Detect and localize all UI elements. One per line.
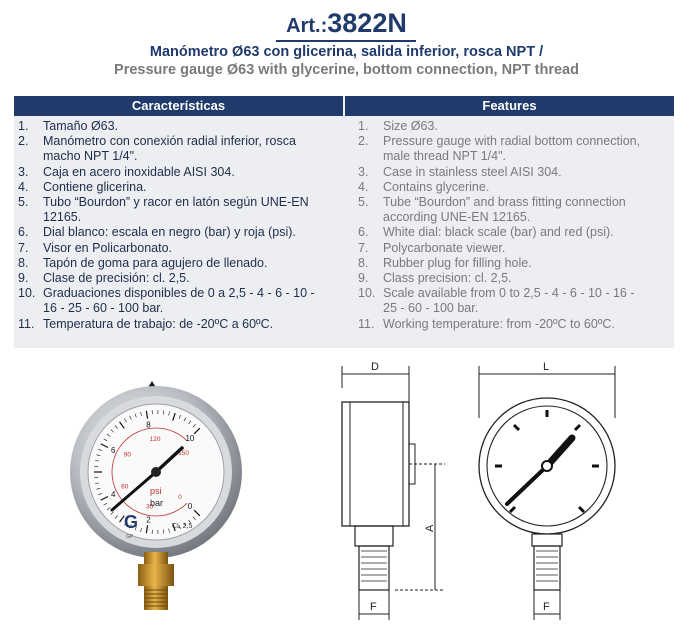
side-thread [359,546,389,590]
item-text-line: 12165. [43,210,82,225]
es-item [18,241,338,256]
item-number: 7. [18,240,29,255]
en-item [358,119,668,134]
item-number: 4. [358,179,369,194]
item-number: 5. [358,195,369,210]
es-item [18,165,338,180]
item-text-line: Case in stainless steel AISI 304. [383,164,562,179]
en-item [358,271,668,286]
item-text-line: Temperatura de trabajo: de -20ºC a 60ºC. [43,316,274,331]
item-text [383,241,668,256]
gauge-product-photo [60,376,250,616]
item-number: 8. [358,255,369,270]
article-code: 3822N [327,8,407,38]
needle-hub [151,467,161,477]
item-text-line: macho NPT 1/4". [43,149,138,164]
item-text-line: Tamaño Ø63. [43,119,119,133]
item-text [383,165,668,180]
side-fitting [355,526,393,546]
item-text-line: Working temperature: from -20ºC to 60ºC. [383,316,615,331]
features-list-english [358,119,668,332]
item-text-line: according UNE-EN 12165. [383,210,531,225]
item-number: 3. [18,164,29,179]
features-table [14,96,674,348]
item-text-line: Tube “Bourdon” and brass fitting connection [383,195,626,210]
en-item [358,134,668,164]
item-number: 1. [358,119,369,133]
item-text-line: Scale available from 0 to 2,5 - 4 - 6 - 10 - 16 - [383,286,635,301]
en-item [358,256,668,271]
item-text-line: Contiene glicerina. [43,179,147,194]
item-text [43,119,338,134]
header-features: Features [345,96,674,116]
label-d: D [371,361,379,373]
item-text [383,134,668,164]
item-number: 8. [18,255,29,270]
header-caracteristicas: Características [14,96,343,116]
item-number: 2. [358,134,369,149]
item-text-line: Manómetro con conexión radial inferior, rosca [43,134,296,149]
item-number: 11. [358,316,375,331]
item-text [43,317,338,332]
en-item [358,195,668,225]
article-title [0,8,693,39]
item-number: 7. [358,240,369,255]
front-view-drawing [462,358,632,628]
item-text-line: male thread NPT 1/4". [383,149,507,164]
item-number: 10. [358,286,376,301]
psi-unit: psi [150,486,162,496]
item-number: 10. [18,286,36,301]
es-item [18,286,338,316]
front-thread [534,546,560,590]
item-number: 9. [18,271,29,286]
item-text [383,180,668,195]
es-item [18,119,338,134]
item-number: 2. [18,134,29,149]
item-text [383,256,668,271]
item-text-line: Tubo “Bourdon” y racor en latón según UNE-EN [43,195,309,210]
item-text [383,119,668,134]
item-text-line: Clase de precisión: cl. 2,5. [43,271,190,286]
bar-scale-label: 6 [111,446,116,456]
es-item [18,317,338,332]
bar-scale-label: 10 [185,434,195,444]
item-text-line: Tapón de goma para agujero de llenado. [43,255,268,270]
item-text-line: Caja en acero inoxidable AISI 304. [43,164,235,179]
bar-scale-label: 8 [146,420,151,430]
en-item [358,225,668,240]
socket [144,552,168,566]
item-number: 11. [18,316,35,331]
item-text [43,195,338,225]
item-text-line: Graduaciones disponibles de 0 a 2,5 - 4 - 6 - 10 - [43,286,315,301]
en-item [358,286,668,316]
bar-scale-label: 4 [111,489,116,499]
bar-scale-label: 0 [187,501,193,511]
item-text [383,225,668,240]
es-item [18,225,338,240]
brass-hex [138,564,174,586]
class-label: CL 2,5 [172,523,193,530]
item-text-line: Pressure gauge with radial bottom connection, [383,134,641,149]
en-item [358,317,668,332]
item-text [43,286,338,316]
item-text [43,180,338,195]
label-f-front: F [543,601,550,613]
item-text [43,256,338,271]
psi-scale-label: 120 [149,436,161,444]
subtitle-english: Pressure gauge Ø63 with glycerine, bottom connection, NPT thread [114,62,579,78]
es-item [18,256,338,271]
psi-scale-label: 0 [178,494,182,502]
item-text-line: Rubber plug for filling hole. [383,255,532,270]
bar-scale-label: 2 [146,515,151,525]
item-text [383,286,668,316]
item-number: 6. [358,225,369,240]
item-text [43,165,338,180]
features-list-spanish [18,119,338,332]
en-item [358,180,668,195]
item-text [43,241,338,256]
bar-unit: bar [150,498,164,508]
title-underline [276,40,416,42]
item-text [43,225,338,240]
es-item [18,180,338,195]
item-text-line: Contains glycerine. [383,179,490,194]
item-text-line: Size Ø63. [383,119,438,133]
item-text [383,271,668,286]
item-text-line: 25 - 60 - 100 bar. [383,301,479,316]
subtitle-spanish: Manómetro Ø63 con glicerina, salida inferior, rosca NPT / [149,44,544,60]
en-item [358,241,668,256]
es-item [18,195,338,225]
item-text-line: Polycarbonate viewer. [383,240,506,255]
item-number: 3. [358,164,369,179]
brand-logo: G [124,512,139,532]
brand-logo-sub: GP [126,534,134,540]
psi-scale-label: 150 [178,450,190,458]
label-l: L [543,361,550,373]
item-text-line: Visor en Policarbonato. [43,240,173,255]
psi-scale-label: 90 [123,451,131,459]
article-prefix: Art.: [286,15,328,37]
es-item [18,134,338,164]
item-text-line: 16 - 25 - 60 - 100 bar. [43,301,164,316]
item-text [383,195,668,225]
en-item [358,165,668,180]
front-needle-hub [542,461,552,471]
item-number: 4. [18,179,29,194]
label-a: A [424,524,436,532]
item-text [43,271,338,286]
item-number: 9. [358,271,369,286]
side-view-drawing [325,358,445,628]
item-number: 5. [18,195,29,210]
item-text-line: Class precision: cl. 2,5. [383,271,512,286]
item-text-line: White dial: black scale (bar) and red (psi). [383,225,614,240]
item-text-line: Dial blanco: escala en negro (bar) y roja (psi). [43,225,296,240]
item-text [43,134,338,164]
item-text [383,317,668,332]
label-f-side: F [370,601,377,613]
case-side-profile [342,402,409,526]
es-item [18,271,338,286]
item-number: 1. [18,119,29,133]
item-number: 6. [18,225,29,240]
psi-scale-label: 30 [145,503,154,511]
psi-scale-label: 60 [121,483,129,491]
